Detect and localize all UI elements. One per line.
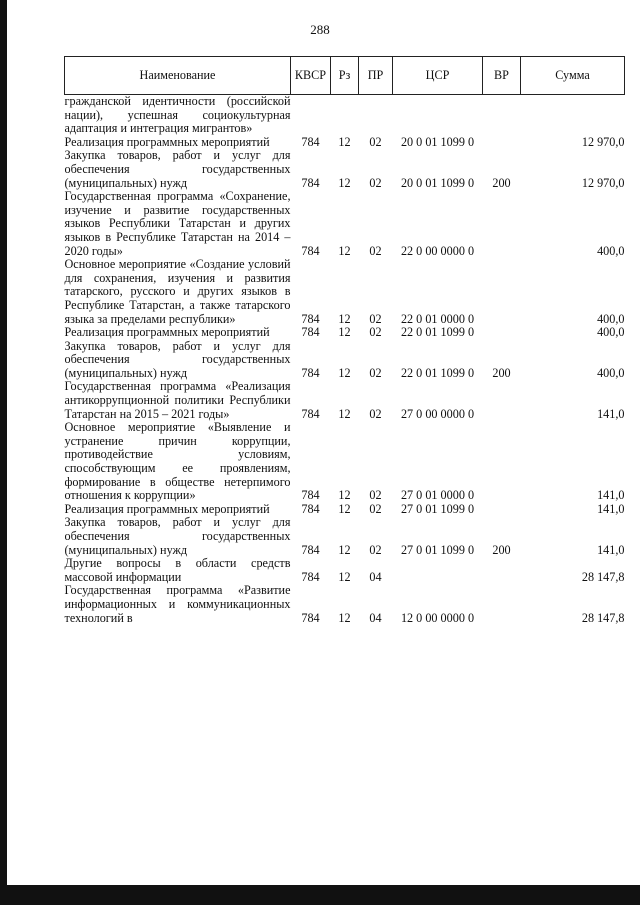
cell-rz: 12	[338, 134, 351, 149]
cell-name: Закупка товаров, работ и услуг для обеспечения государственных (муниципальных) нужд	[64, 148, 291, 190]
cell-kvsr: 784	[301, 175, 320, 190]
cell-sum: 12 970,0	[581, 175, 625, 190]
cell-name: Реализация программных мероприятий	[64, 325, 270, 340]
table-row	[65, 149, 625, 190]
cell-pr: 02	[369, 365, 382, 380]
cell-name: Закупка товаров, работ и услуг для обеспечения государственных (муниципальных) нужд	[64, 338, 291, 380]
table-row	[65, 95, 625, 136]
table-row	[65, 557, 625, 584]
cell-kvsr	[291, 95, 331, 136]
col-rz-header: Рз	[331, 57, 359, 95]
cell-rz: 12	[338, 542, 351, 557]
table-row	[65, 516, 625, 557]
cell-kvsr: 784	[301, 134, 320, 149]
cell-vr: 200	[492, 365, 511, 380]
cell-rz: 12	[338, 501, 351, 516]
cell-vr	[483, 503, 521, 517]
cell-vr: 200	[492, 542, 511, 557]
cell-csr: 22 0 01 0000 0	[400, 311, 475, 326]
cell-rz: 12	[338, 175, 351, 190]
cell-vr: 200	[492, 175, 511, 190]
cell-vr	[483, 136, 521, 150]
cell-vr	[483, 557, 521, 584]
cell-vr	[483, 584, 521, 625]
cell-pr	[359, 95, 393, 136]
cell-sum: 28 147,8	[581, 610, 625, 625]
cell-name: Другие вопросы в области средств массовой информации	[64, 556, 291, 584]
cell-vr	[483, 95, 521, 136]
cell-rz: 12	[338, 569, 351, 584]
cell-rz: 12	[338, 406, 351, 421]
cell-rz: 12	[338, 365, 351, 380]
cell-rz: 12	[338, 325, 351, 340]
cell-sum: 400,0	[597, 325, 625, 340]
cell-pr: 02	[369, 542, 382, 557]
cell-kvsr: 784	[301, 325, 320, 340]
cell-sum: 141,0	[597, 542, 625, 557]
cell-kvsr: 784	[301, 406, 320, 421]
cell-csr: 27 0 01 0000 0	[400, 488, 475, 503]
cell-csr: 27 0 00 0000 0	[400, 406, 475, 421]
cell-rz: 12	[338, 311, 351, 326]
cell-kvsr: 784	[301, 610, 320, 625]
cell-name: Реализация программных мероприятий	[64, 134, 270, 149]
cell-rz: 12	[338, 243, 351, 258]
table-row	[65, 421, 625, 503]
cell-kvsr: 784	[301, 311, 320, 326]
cell-kvsr: 784	[301, 243, 320, 258]
col-kvsr-header: КВСР	[291, 57, 331, 95]
col-pr-header: ПР	[359, 57, 393, 95]
cell-pr: 02	[369, 175, 382, 190]
cell-csr: 27 0 01 1099 0	[400, 501, 475, 516]
cell-pr: 02	[369, 325, 382, 340]
col-name-header: Наименование	[65, 57, 291, 95]
cell-pr: 02	[369, 311, 382, 326]
cell-name: Государственная программа «Сохранение, изучение и развитие государственных языков Республики Татарстан и других языков в Республике Татарстан на 2014 – 2020 годы»	[64, 189, 291, 258]
cell-csr: 20 0 01 1099 0	[400, 134, 475, 149]
cell-pr: 02	[369, 243, 382, 258]
cell-sum: 12 970,0	[581, 134, 625, 149]
cell-vr	[483, 421, 521, 503]
cell-rz	[331, 95, 359, 136]
cell-name: Основное мероприятие «Создание условий для сохранения, изучения и развития татарского, русского и других языков в Республике Татарстан, а также татарского языка за пределами республики»	[64, 257, 291, 326]
cell-csr: 22 0 00 0000 0	[400, 243, 475, 258]
cell-name: Государственная программа «Реализация антикоррупционной политики Республики Татарстан на 2015 – 2021 годы»	[64, 379, 291, 421]
table-row	[65, 190, 625, 258]
cell-pr: 02	[369, 406, 382, 421]
cell-csr: 27 0 01 1099 0	[400, 542, 475, 557]
table-row	[65, 584, 625, 625]
cell-csr: 20 0 01 1099 0	[400, 175, 475, 190]
budget-table	[64, 56, 625, 625]
table-row	[65, 326, 625, 340]
cell-vr	[483, 380, 521, 421]
cell-vr	[483, 326, 521, 340]
cell-kvsr: 784	[301, 569, 320, 584]
cell-pr: 02	[369, 501, 382, 516]
cell-pr: 04	[369, 610, 382, 625]
cell-sum: 141,0	[597, 488, 625, 503]
cell-sum	[521, 95, 625, 136]
cell-name: Закупка товаров, работ и услуг для обеспечения государственных (муниципальных) нужд	[64, 515, 291, 557]
cell-pr: 04	[369, 569, 382, 584]
cell-csr: 22 0 01 1099 0	[400, 325, 475, 340]
table-row	[65, 340, 625, 381]
scan-edge-bottom	[0, 885, 640, 905]
table-row	[65, 258, 625, 326]
cell-csr	[393, 95, 483, 136]
cell-name: Государственная программа «Развитие информационных и коммуникационных технологий в	[64, 583, 291, 625]
page-number: 288	[310, 22, 330, 37]
cell-sum: 400,0	[597, 243, 625, 258]
cell-csr: 22 0 01 1099 0	[400, 365, 475, 380]
cell-name: Реализация программных мероприятий	[64, 501, 270, 516]
cell-vr	[483, 190, 521, 258]
col-sum-header: Сумма	[521, 57, 625, 95]
cell-pr: 02	[369, 134, 382, 149]
table-row	[65, 136, 625, 150]
scan-edge-left	[0, 0, 7, 905]
table-row	[65, 503, 625, 517]
cell-kvsr: 784	[301, 365, 320, 380]
cell-sum: 141,0	[597, 406, 625, 421]
cell-pr: 02	[369, 488, 382, 503]
table-header	[65, 57, 625, 95]
cell-kvsr: 784	[301, 542, 320, 557]
cell-sum: 28 147,8	[581, 569, 625, 584]
cell-vr	[483, 258, 521, 326]
cell-name: Основное мероприятие «Выявление и устранение причин коррупции, противодействие условиям, способствующим ее проявлениям, формирование в обществе нетерпимого отношения к коррупции»	[64, 420, 291, 503]
cell-sum: 141,0	[597, 501, 625, 516]
cell-sum: 400,0	[597, 365, 625, 380]
cell-rz: 12	[338, 610, 351, 625]
cell-rz: 12	[338, 488, 351, 503]
cell-kvsr: 784	[301, 501, 320, 516]
cell-csr	[393, 557, 483, 584]
table-row	[65, 380, 625, 421]
col-vr-header: ВР	[483, 57, 521, 95]
col-csr-header: ЦСР	[393, 57, 483, 95]
cell-sum: 400,0	[597, 311, 625, 326]
cell-name: гражданской идентичности (российской нации), успешная социокультурная адаптация и интеграция мигрантов»	[64, 94, 291, 136]
cell-kvsr: 784	[301, 488, 320, 503]
cell-csr: 12 0 00 0000 0	[400, 610, 475, 625]
